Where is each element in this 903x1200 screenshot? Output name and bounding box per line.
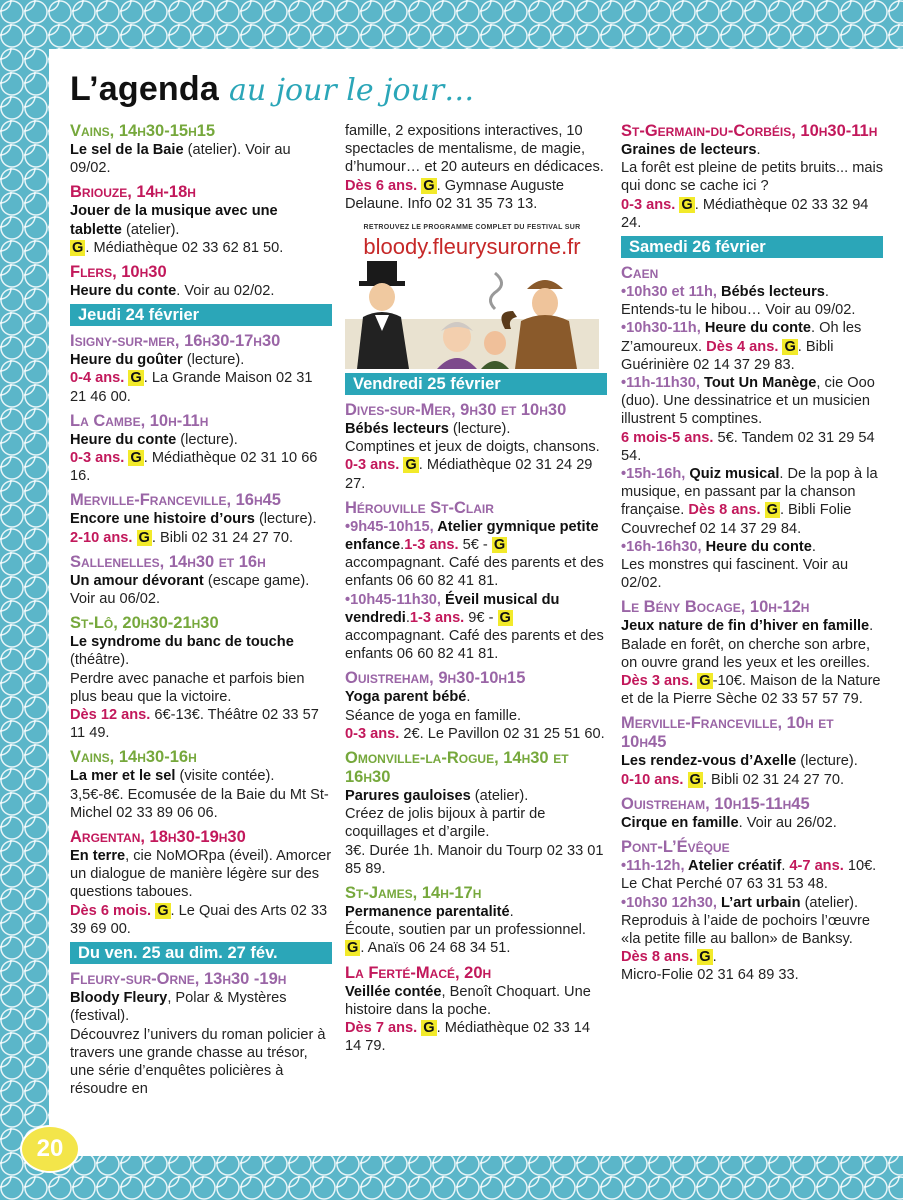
- event-location-time: Sallenelles, 14h30 et 16h: [70, 552, 266, 571]
- event-title: Heure du conte: [704, 320, 812, 337]
- event-text: Découvrez l’univers du roman policier à travers une grande chasse au trésor, une série d’enquêtes policières à résoudre en: [70, 1026, 326, 1098]
- age-range: 0-3 ans.: [70, 450, 125, 467]
- event-location-time: Flers, 10h30: [70, 263, 167, 282]
- event-text: . Anaïs 06 24 68 34 51.: [360, 940, 511, 957]
- time-slot: •9h45-10h15,: [345, 518, 438, 535]
- event-title: Bloody Fleury: [70, 990, 168, 1007]
- event-text: 3,5€-8€. Ecomusée de la Baie du Mt St-Michel 02 33 89 06 06.: [70, 786, 329, 821]
- event-text: , cie NoMORpa (éveil). Amorcer un dialogue de manière légère sur des questions taboues.: [70, 848, 332, 901]
- event-details: [70, 431, 332, 486]
- time-slot: •15h-16h,: [621, 466, 690, 483]
- event-text: (lecture).: [254, 511, 317, 528]
- event-details: [70, 767, 332, 822]
- event-text: . Médiathèque 02 33 62 81 50.: [85, 239, 284, 256]
- event-briouze-14h-18h: [70, 183, 332, 257]
- event-title: Yoga parent bébé: [345, 689, 467, 706]
- event-title: L’art urbain: [721, 894, 801, 911]
- event-text: .: [756, 142, 761, 158]
- event-text: [683, 772, 687, 788]
- event-text: Créez de jolis bijoux à partir de coquillages et d’argile.: [345, 806, 546, 841]
- event-details: [621, 617, 883, 708]
- event-flers-10h30: [70, 263, 332, 300]
- event-title: Veillée contée: [345, 983, 442, 1000]
- age-range: 1-3 ans.: [409, 609, 465, 626]
- age-range: Dès 8 ans.: [688, 502, 761, 519]
- event-text: 10€. Le Chat Perché 07 63 31 53 48.: [621, 858, 877, 893]
- event-title: Heure du conte: [705, 538, 812, 555]
- event-text: 5€ -: [458, 537, 492, 554]
- time-slot: •11h-12h,: [621, 858, 689, 875]
- event-details: [621, 283, 883, 592]
- free-badge: G: [699, 673, 711, 690]
- event-text: Perdre avec panache et parfois bien plus beau que la victoire.: [70, 670, 305, 705]
- free-badge: G: [405, 457, 417, 474]
- event-text: .: [466, 689, 471, 706]
- title-bold: L’agenda: [70, 70, 219, 108]
- age-range: 4-7 ans.: [789, 858, 844, 875]
- event-location-time: St-James, 14h-17h: [345, 884, 482, 903]
- event-text: . Oh les Z’amoureux.: [621, 320, 862, 355]
- event-text: (lecture).: [796, 753, 858, 770]
- column-middle: [345, 122, 607, 1056]
- time-slot: •10h30-11h,: [621, 320, 705, 337]
- event-text: .: [869, 618, 874, 635]
- age-range: Dès 8 ans.: [621, 949, 694, 966]
- event-st-james-14h-17h: [345, 884, 607, 958]
- free-badge: G: [493, 537, 506, 554]
- event-text: -10€. Maison de la Nature et de la Pierre Sèche 02 33 57 57 79.: [621, 673, 881, 708]
- event-st-lo-20h30-21h30: [70, 614, 332, 742]
- age-range: 0-3 ans.: [345, 457, 400, 474]
- event-text: .: [405, 609, 410, 626]
- event-details: [70, 572, 332, 608]
- event-title: Bébés lecteurs: [721, 284, 825, 301]
- event-title: La mer et le sel: [70, 768, 176, 785]
- day-header-samedi-26-fevrier: Samedi 26 février: [621, 236, 883, 258]
- event-details: [621, 141, 883, 232]
- age-range: 0-10 ans.: [621, 771, 684, 788]
- event-location-time: Fleury-sur-Orne, 13h30 -19h: [70, 970, 287, 989]
- event-details: [345, 518, 607, 664]
- event-details: [345, 903, 607, 958]
- event-title: Heure du conte: [70, 431, 177, 448]
- event-text: . Médiathèque 02 31 24 29 27.: [345, 457, 593, 492]
- event-title: Le sel de la Baie: [70, 142, 184, 158]
- free-badge: G: [130, 450, 142, 467]
- free-badge: G: [784, 338, 796, 355]
- event-text: (atelier). Reproduis à l’aide de pochoirs l’œuvre «la petite fille au ballon» de Banksy.: [621, 894, 871, 947]
- event-ouistreham-9h30-10h15: [345, 669, 607, 743]
- event-text: , cie Ooo (duo). Une dessinatrice et un musicien illustrent 5 comptines.: [621, 375, 875, 428]
- event-text: [132, 530, 136, 546]
- event-merville-franceville-10h-et-10h45: [621, 714, 883, 788]
- event-location-time: Omonville-la-Rogue, 14h30 et 16h30: [345, 749, 569, 787]
- time-slot: •10h30 et 11h,: [621, 284, 722, 301]
- event-text: . Bibli Guérinière 02 14 37 29 83.: [621, 338, 834, 373]
- age-range: 0-4 ans.: [70, 370, 125, 387]
- event-text: [761, 502, 765, 518]
- age-range: 0-3 ans.: [621, 196, 676, 213]
- event-text: , Polar & Mystères (festival).: [70, 990, 287, 1025]
- day-header-vendredi-25-fevrier: Vendredi 25 février: [345, 373, 607, 395]
- event-text: . Bibli 02 31 24 27 70.: [151, 529, 294, 546]
- event-text: (lecture).: [448, 421, 511, 438]
- age-range: Dès 3 ans.: [621, 673, 694, 690]
- event-text: Écoute, soutien par un professionnel.: [345, 922, 586, 939]
- free-badge: G: [72, 239, 84, 256]
- event-text: (atelier). Voir au 09/02.: [70, 142, 291, 177]
- event-text: 9€ -: [464, 609, 498, 626]
- event-vains-14h30-15h15: [70, 122, 332, 177]
- event-title: Atelier créatif: [688, 858, 782, 875]
- event-location-time: Merville-Franceville, 10h et 10h45: [621, 714, 834, 752]
- event-details: [70, 282, 332, 300]
- event-text: . Voir au 26/02.: [738, 814, 837, 831]
- event-details: [70, 141, 332, 177]
- event-text: (théâtre).: [70, 652, 130, 669]
- event-la-cambe-10h-11h: [70, 412, 332, 486]
- event-title: Les rendez-vous d’Axelle: [621, 753, 797, 770]
- event-title: Éveil musical du vendredi: [345, 591, 560, 626]
- event-text: .: [811, 538, 816, 555]
- event-details: [621, 752, 883, 788]
- event-text: , Benoît Choquart. Une histoire dans la poche.: [345, 983, 591, 1018]
- event-location-time: La Cambe, 10h-11h: [70, 411, 209, 430]
- event-text: Comptines et jeux de doigts, chansons.: [345, 439, 600, 456]
- age-range: Dès 6 ans.: [345, 177, 418, 194]
- event-location-time: Isigny-sur-mer, 16h30-17h30: [70, 332, 281, 351]
- event-text: .: [712, 949, 717, 966]
- event-text: (lecture).: [176, 431, 238, 448]
- day-header-jeudi-24-fevrier: Jeudi 24 février: [70, 304, 332, 326]
- age-range: 1-3 ans.: [404, 537, 459, 554]
- free-badge: G: [423, 177, 435, 194]
- event-text: . Bibli 02 31 24 27 70.: [702, 771, 845, 788]
- event-text: accompagnant. Café des parents et des enfants 06 60 82 41 81.: [345, 628, 604, 663]
- event-location-time: Pont-L’Évêque: [621, 838, 730, 857]
- event-text: Séance de yoga en famille.: [345, 707, 522, 724]
- event-title: Atelier gymnique petite enfance: [345, 518, 599, 554]
- event-title: Tout Un Manège: [704, 375, 817, 392]
- festival-ad[interactable]: [345, 219, 599, 369]
- event-location-time: Merville-Franceville, 16h45: [70, 491, 281, 510]
- event-merville-franceville-16h45: [70, 491, 332, 546]
- event-text: .: [824, 284, 829, 301]
- event-location-time: Briouze, 14h-18h: [70, 183, 196, 202]
- time-slot: •10h45-11h30,: [345, 591, 446, 608]
- event-text: Entends-tu le hibou… Voir au 09/02.: [621, 302, 856, 319]
- event-text: . Médiathèque 02 33 32 94 24.: [621, 196, 869, 231]
- age-range: Dès 12 ans.: [70, 707, 151, 724]
- event-text: 5€. Tandem 02 31 29 54 54.: [621, 429, 875, 464]
- event-title: Le syndrome du banc de touche: [70, 634, 294, 651]
- title-script: au jour le jour…: [228, 73, 475, 108]
- event-text: 6€-13€. Théâtre 02 33 57 11 49.: [70, 707, 319, 742]
- ad-tagline: RETROUVEZ LE PROGRAMME COMPLET DU FESTIVAL SUR: [363, 224, 581, 232]
- event-details: [70, 510, 332, 546]
- event-text: (atelier).: [121, 221, 180, 238]
- event-caen: [621, 264, 883, 592]
- event-details: [621, 814, 883, 832]
- event-text: Balade en forêt, on cherche son arbre, on ouvre grand les yeux et les oreilles.: [621, 636, 871, 671]
- column-left: [70, 122, 332, 1098]
- event-text: . Bibli Folie Couvrechef 02 14 37 29 84.: [621, 502, 852, 537]
- event-details: [345, 688, 607, 743]
- event-details: [345, 787, 607, 878]
- free-badge: G: [423, 1020, 435, 1037]
- event-title: Cirque en famille: [621, 814, 739, 831]
- event-sallenelles-14h30-et-16h: [70, 553, 332, 608]
- age-range: 0-3 ans.: [345, 725, 400, 742]
- event-title: Heure du goûter: [70, 352, 183, 369]
- event-text: . Médiathèque 02 33 14 14 79.: [345, 1020, 590, 1055]
- free-badge: G: [347, 940, 359, 957]
- time-slot: •10h30 12h30,: [621, 894, 722, 911]
- event-location-time: Ouistreham, 10h15-11h45: [621, 794, 810, 813]
- event-omonville-la-rogue-14h30-et-16h30: [345, 749, 607, 878]
- event-isigny-sur-mer-16h30-17h30: [70, 332, 332, 406]
- event-title: En terre: [70, 848, 126, 865]
- event-text: . Médiathèque 02 31 10 66 16.: [70, 450, 318, 485]
- event-location-time: Dives-sur-Mer, 9h30 et 10h30: [345, 401, 567, 420]
- event-text: . Gymnase Auguste Delaune. Info 02 31 35 73 13.: [345, 177, 564, 212]
- event-title: Bébés lecteurs: [345, 421, 449, 438]
- event-location-time: Argentan, 18h30-19h30: [70, 828, 246, 847]
- event-title: Jouer de la musique avec une tablette: [70, 203, 278, 238]
- event-text: (visite contée).: [175, 768, 275, 785]
- event-la-ferte-mace-20h: [345, 964, 607, 1056]
- event-text: . Le Quai des Arts 02 33 39 69 00.: [70, 902, 328, 937]
- event-title: Graines de lecteurs: [621, 142, 757, 158]
- free-badge: G: [157, 902, 169, 919]
- event-title: Quiz musical: [689, 466, 780, 483]
- event-location-time: Vains, 14h30-15h15: [70, 122, 216, 140]
- age-range: Dès 4 ans.: [706, 338, 779, 355]
- detective-illustration: [345, 259, 599, 369]
- event-details: [70, 202, 332, 257]
- event-text: . Voir au 02/02.: [176, 283, 275, 300]
- event-pont-l-eveque: [621, 838, 883, 984]
- event-text: Les monstres qui fascinent. Voir au 02/02.: [621, 557, 849, 592]
- event-text: .: [781, 858, 790, 875]
- age-range: Dès 7 ans.: [345, 1020, 418, 1037]
- event-le-beny-bocage-10h-12h: [621, 598, 883, 708]
- event-title: Permanence parentalité: [345, 904, 510, 921]
- event-title: Jeux nature de fin d’hiver en famille: [621, 618, 870, 635]
- event-details: [70, 989, 332, 1098]
- time-slot: •11h-11h30,: [621, 375, 704, 392]
- event-text: accompagnant. Café des parents et des enfants 06 60 82 41 81.: [345, 555, 604, 590]
- event-location-time: St-Germain-du-Corbéis, 10h30-11h: [621, 122, 878, 140]
- event-dives-sur-mer-9h30-et-10h30: [345, 401, 607, 493]
- event-text: .: [509, 904, 514, 921]
- event-fleury-sur-orne-13h30-19h: [70, 970, 332, 1098]
- event-location-time: Caen: [621, 264, 659, 283]
- event-title: Encore une histoire d’ours: [70, 511, 255, 528]
- event-text: . De la pop à la musique, en passant par la chanson française.: [621, 466, 878, 519]
- event-details: [70, 847, 332, 938]
- event-text: .: [400, 537, 405, 554]
- event-location-time: Vains, 14h30-16h: [70, 748, 197, 767]
- event-details: [70, 633, 332, 742]
- event-location-time: Ouistreham, 9h30-10h15: [345, 669, 526, 688]
- event-title: Parures gauloises: [345, 788, 471, 805]
- age-range: Dès 6 mois.: [70, 902, 152, 919]
- event-text: . La Grande Maison 02 31 21 46 00.: [70, 370, 313, 405]
- ad-url[interactable]: bloody.fleurysurorne.fr: [363, 234, 581, 260]
- age-range: 2-10 ans.: [70, 529, 133, 546]
- page-number: 20: [20, 1125, 80, 1173]
- event-title: Un amour dévorant: [70, 572, 204, 589]
- event-continuation: [345, 122, 607, 213]
- column-right: [621, 122, 883, 985]
- event-herouville-st-clair: [345, 499, 607, 664]
- event-text: 3€. Durée 1h. Manoir du Tourp 02 33 01 85 89.: [345, 842, 604, 877]
- free-badge: G: [130, 370, 142, 387]
- event-details: [621, 857, 883, 984]
- event-location-time: Le Bény Bocage, 10h-12h: [621, 598, 810, 617]
- event-title: Heure du conte: [70, 283, 177, 300]
- event-ouistreham-10h15-11h45: [621, 795, 883, 832]
- free-badge: G: [138, 529, 150, 546]
- event-vains-14h30-16h: [70, 748, 332, 822]
- free-badge: G: [689, 771, 701, 788]
- event-text: (atelier).: [470, 788, 529, 805]
- free-badge: G: [499, 609, 511, 626]
- event-location-time: Hérouville St-Clair: [345, 498, 494, 517]
- time-slot: •16h-16h30,: [621, 538, 706, 555]
- event-text: Micro-Folie 02 31 64 89 33.: [621, 967, 799, 984]
- page-title: [70, 70, 474, 120]
- event-text: (lecture).: [182, 352, 245, 369]
- day-header-du-ven-25-au-dim-27-fev: Du ven. 25 au dim. 27 fév.: [70, 942, 332, 964]
- event-text: 2€. Le Pavillon 02 31 25 51 60.: [399, 725, 605, 742]
- event-text: (escape game). Voir au 06/02.: [70, 572, 310, 608]
- age-range: 6 mois-5 ans.: [621, 429, 714, 446]
- event-details: [345, 983, 607, 1056]
- event-details: [345, 420, 607, 493]
- event-text: La forêt est pleine de petits bruits... mais qui donc se cache ici ?: [621, 160, 884, 195]
- event-location-time: La Ferté-Macé, 20h: [345, 963, 492, 982]
- event-location-time: St-Lô, 20h30-21h30: [70, 614, 219, 633]
- event-argentan-18h30-19h30: [70, 828, 332, 938]
- event-details: [70, 351, 332, 406]
- event-text: famille, 2 expositions interactives, 10 spectacles de mentalisme, de magie, d’humour… et 20 auteurs en dédicaces.: [345, 123, 604, 176]
- free-badge: G: [699, 949, 711, 966]
- free-badge: G: [681, 196, 693, 213]
- free-badge: G: [766, 502, 778, 519]
- event-st-germain-du-corbeis-10h30-11h: [621, 122, 883, 232]
